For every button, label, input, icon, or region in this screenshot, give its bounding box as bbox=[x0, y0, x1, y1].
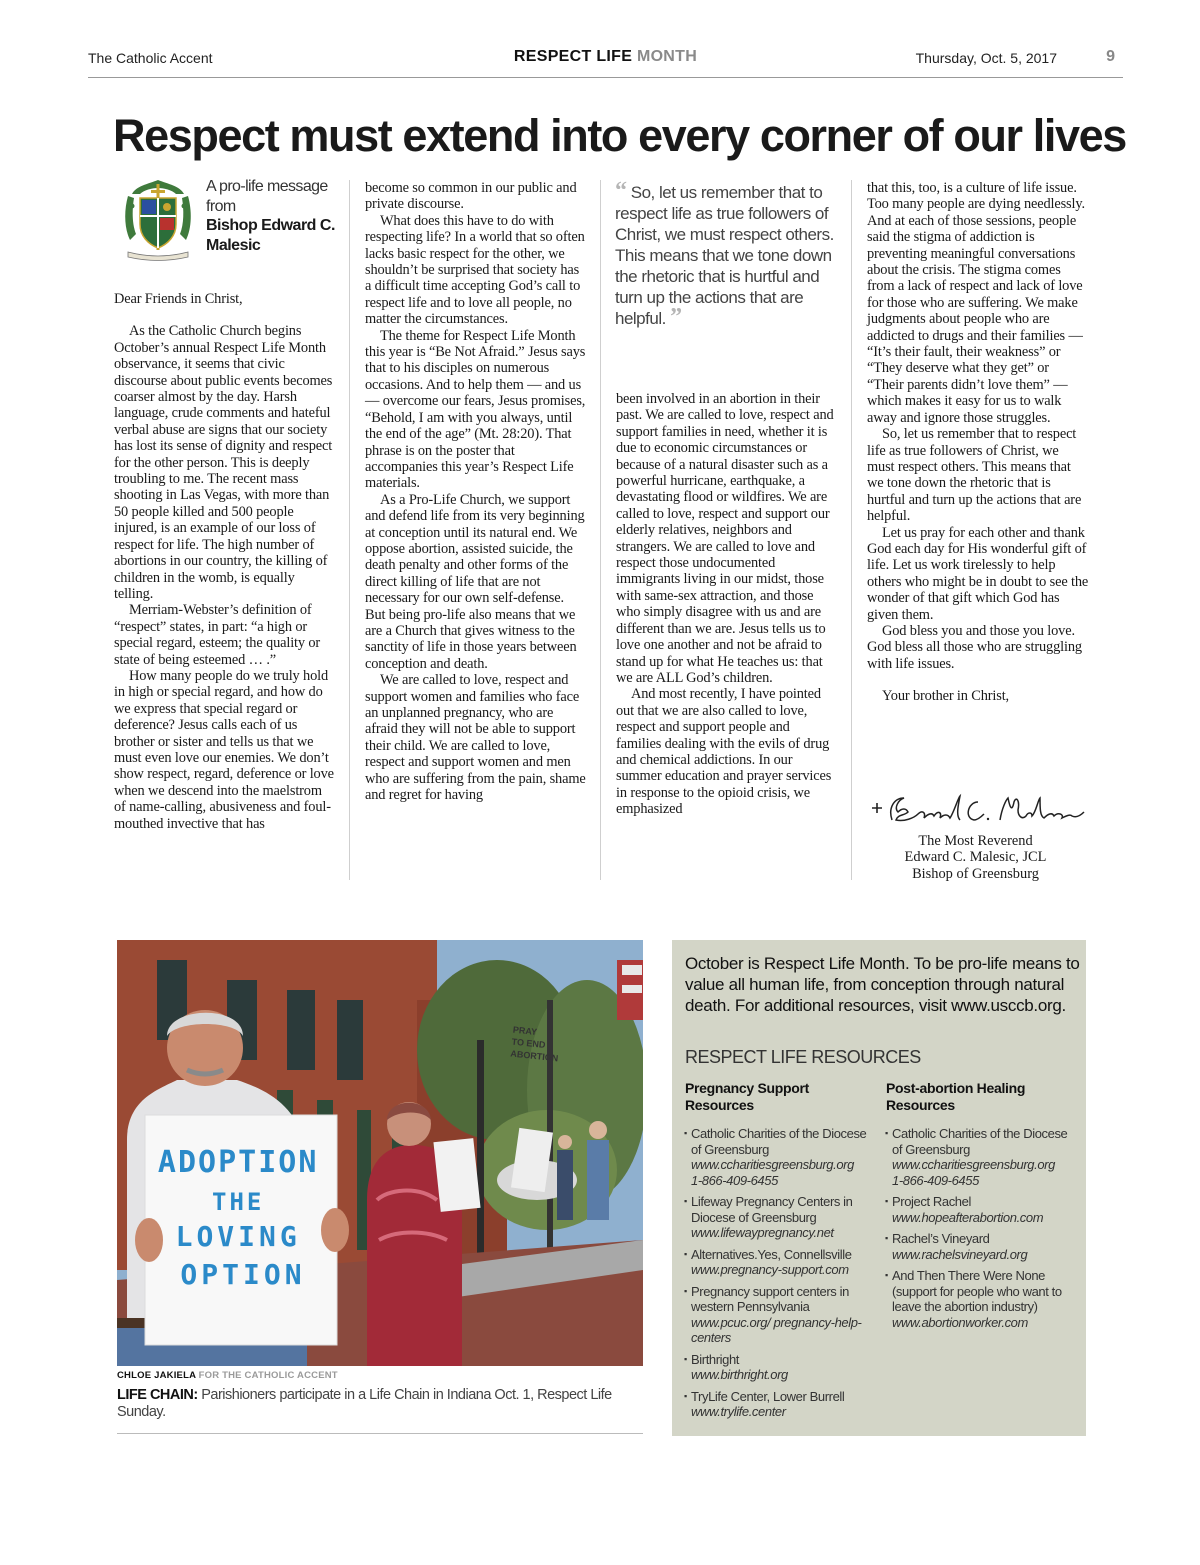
article-paragraph: become so common in our public and private discourse. bbox=[365, 180, 577, 213]
signature-image bbox=[868, 790, 1088, 830]
resource-phone: 1-866-409-6455 bbox=[892, 1172, 979, 1188]
signoff-line: Edward C. Malesic, JCL bbox=[904, 849, 1047, 866]
article-column-2 bbox=[365, 180, 587, 803]
article-paragraph: that this, too, is a culture of life issue. Too many people are dying needlessly. And at each of those sessions, people said the stigma of addiction is preventing meaningful conversations about the crisis. The stigma comes from a lack of respect and lack of love for those who are suffering. We make judgments about people who are addicted to drugs and their families — “It’s their fault, their weakness” or “They deserve what they get” or “Their parents didn’t love them” — which makes it easy for us to walk away and ignore those struggles. bbox=[867, 180, 1085, 426]
article-column-1 bbox=[114, 291, 336, 832]
article-paragraph: Let us pray for each other and thank God each day for His wonderful gift of life. Let us work tirelessly to help others who might be in doubt to see the wonder of that gift which God has given them. bbox=[867, 524, 1089, 623]
resources-title: RESPECT LIFE RESOURCES bbox=[685, 1047, 921, 1067]
background-sign-line: TO END bbox=[511, 1036, 546, 1050]
background-sign-line: ABORTION bbox=[509, 1048, 559, 1064]
salutation: Dear Friends in Christ, bbox=[114, 291, 243, 307]
resource-name: Birthright bbox=[691, 1351, 740, 1367]
resource-item bbox=[886, 1194, 1076, 1225]
article-paragraph: We are called to love, respect and support women and families who face an unplanned pregnancy, who are afraid they will not be able to support their child. We are called to love, respect and support women and men who are suffering from the pain, shame and regret for having bbox=[365, 672, 586, 804]
photo-credit-org: FOR THE CATHOLIC ACCENT bbox=[198, 1370, 338, 1381]
signoff-line: The Most Reverend bbox=[918, 833, 1033, 849]
resource-phone: 1-866-409-6455 bbox=[691, 1172, 778, 1188]
column-divider bbox=[600, 180, 601, 880]
resource-item bbox=[685, 1284, 875, 1346]
byline-author: Bishop Edward C. Malesic bbox=[206, 217, 335, 254]
resources-intro: October is Respect Life Month. To be pro-life means to value all human life, from conception through natural death. For additional resources, visit www.usccb.org. bbox=[685, 954, 1080, 1015]
post-abortion-healing-list bbox=[886, 1080, 1076, 1336]
resource-url[interactable]: www.hopeafterabortion.com bbox=[892, 1209, 1044, 1225]
resources-box bbox=[672, 940, 1086, 1436]
byline bbox=[206, 177, 346, 255]
sign-line: OPTION bbox=[180, 1258, 306, 1291]
page-header bbox=[88, 48, 1123, 78]
column-divider bbox=[851, 180, 852, 880]
article-column-4 bbox=[867, 180, 1089, 705]
sign-line: THE bbox=[212, 1188, 265, 1216]
coat-of-arms-icon bbox=[118, 176, 198, 262]
article-paragraph: And most recently, I have pointed out that we are also called to love, respect and support people and families dealing with the evils of drug and chemical addictions. In our summer education and prayer services in response to the opioid crisis, we emphasized bbox=[616, 686, 832, 818]
headline: Respect must extend into every corner of our lives bbox=[113, 110, 1126, 161]
article-paragraph: been involved in an abortion in their past. We are called to love, respect and support families in need, whether it is due to economic circumstances or because of a natural disaster such as a powerful hurricane, earthquake, a devastating flood or wildfires. We are called to love, respect and support our elderly relatives, neighbors and strangers. We are called to love and respect those undocumented immigrants living in our midst, those with same-sex attraction, and those who simply disagree with us and are different than we are. Jesus tells us to love one another and not be afraid to stand up for what He teaches us: that we are ALL God’s children. bbox=[616, 391, 834, 686]
article-paragraph: Merriam-Webster’s definition of “respect” states, in part: “a high or special regard, esteem; the quality or state of being esteemed … .” bbox=[114, 602, 321, 668]
background-sign-line: PRAY bbox=[512, 1024, 538, 1038]
resource-name: TryLife Center, Lower Burrell bbox=[691, 1388, 845, 1404]
resource-item bbox=[685, 1352, 875, 1383]
caption-text: Parishioners participate in a Life Chain in Indiana Oct. 1, Respect Life Sunday. bbox=[117, 1387, 612, 1420]
byline-prefix: A pro-life message from bbox=[206, 178, 328, 215]
resource-item bbox=[685, 1247, 875, 1278]
sign-line: ADOPTION bbox=[157, 1145, 319, 1180]
caption-label: LIFE CHAIN: bbox=[117, 1387, 198, 1403]
column-divider bbox=[349, 180, 350, 880]
open-quote-icon: “ bbox=[615, 178, 627, 204]
resources-heading: Pregnancy Support Resources bbox=[685, 1080, 810, 1113]
signoff-line: Bishop of Greensburg bbox=[912, 865, 1039, 882]
article-paragraph: What does this have to do with respecting life? In a world that so often lacks basic respect for the other, we shouldn’t be surprised that society has a difficult time accepting God’s call to respect life and to love all people, no matter the circumstances. bbox=[365, 212, 585, 328]
article-column-3 bbox=[616, 391, 838, 818]
resource-name: Catholic Charities of the Diocese of Greensburg bbox=[691, 1126, 867, 1157]
article-paragraph: How many people do we truly hold in high or special regard, and how do we express that special regard or deference? Jesus calls each of us brother or sister and tells us that we must even love our enemies. We don’t show respect, regard, deference or love when we descend into the maelstrom of name-calling, abusiveness and foul-mouthed invective that has bbox=[114, 667, 334, 832]
life-chain-photo bbox=[117, 940, 643, 1366]
resource-url[interactable]: www.ccharitiesgreensburg.org bbox=[691, 1157, 854, 1172]
resource-url[interactable]: www.ccharitiesgreensburg.org bbox=[892, 1157, 1055, 1172]
resource-url[interactable]: www.rachelsvineyard.org bbox=[892, 1246, 1028, 1262]
resource-item bbox=[685, 1126, 875, 1188]
resource-item bbox=[685, 1194, 875, 1241]
resource-url[interactable]: www.trylife.center bbox=[691, 1404, 786, 1419]
signoff-block bbox=[868, 833, 1083, 882]
resource-item bbox=[886, 1231, 1076, 1262]
caption-divider bbox=[117, 1433, 643, 1434]
resource-url[interactable]: www.pcuc.org/ pregnancy-help-centers bbox=[691, 1314, 862, 1345]
close-quote-icon: ” bbox=[670, 304, 682, 330]
page-number: 9 bbox=[1106, 48, 1115, 65]
pull-quote bbox=[615, 178, 840, 330]
article-paragraph: So, let us remember that to respect life as true followers of Christ, we must respect others. This means that we tone down the rhetoric that is hurtful and turn up the actions that are helpful. bbox=[867, 426, 1082, 525]
resource-name: Alternatives.Yes, Connellsville bbox=[691, 1246, 852, 1262]
publication-name: The Catholic Accent bbox=[88, 50, 213, 66]
resource-name: Rachel’s Vineyard bbox=[892, 1231, 990, 1246]
resource-url[interactable]: www.birthright.org bbox=[691, 1367, 788, 1382]
closing-line: Your brother in Christ, bbox=[882, 688, 1010, 705]
resource-url[interactable]: www.abortionworker.com bbox=[892, 1314, 1028, 1330]
resource-name: Lifeway Pregnancy Centers in Diocese of Greensburg bbox=[691, 1194, 853, 1225]
resource-name: Project Rachel bbox=[892, 1194, 971, 1209]
resource-name: Catholic Charities of the Diocese of Greensburg bbox=[892, 1126, 1068, 1157]
issue-date: Thursday, Oct. 5, 2017 bbox=[915, 50, 1057, 66]
photo-scene bbox=[117, 940, 643, 1366]
resource-url[interactable]: www.pregnancy-support.com bbox=[691, 1262, 849, 1277]
article-paragraph: As the Catholic Church begins October’s annual Respect Life Month observance, it seems that civic discourse about public events becomes coarser almost by the day. Harsh language, crude comments and hateful verbal abuse are signs that our society has lost its sense of dignity and respect for the other person. This is deeply troubling to me. The recent mass shooting in Las Vegas, with more than 50 people killed and 500 people injured, is an example of our loss of respect for life. The high number of abortions in our country, the killing of children in the womb, is equally telling. bbox=[114, 323, 333, 602]
resource-item bbox=[685, 1389, 875, 1420]
resource-url[interactable]: www.lifewaypregnancy.net bbox=[691, 1225, 834, 1240]
article-paragraph: As a Pro-Life Church, we support and defend life from its very beginning at conception until its natural end. We oppose abortion, assisted suicide, the death penalty and other forms of the direct killing of life that are not necessary for our own self-defense. But being pro-life also means that we are a Church that gives witness to the sanctity of life in those years between conception and death. bbox=[365, 491, 585, 672]
photo-credit-name: CHLOE JAKIELA bbox=[117, 1370, 196, 1381]
photo-caption bbox=[117, 1387, 627, 1421]
resource-item bbox=[886, 1126, 1076, 1188]
resource-item bbox=[886, 1268, 1076, 1330]
article-paragraph: God bless you and those you love. God bless all those who are struggling with life issues. bbox=[867, 622, 1082, 672]
resource-name: Pregnancy support centers in western Pennsylvania bbox=[691, 1283, 849, 1314]
resource-name: And Then There Were None (support for people who want to leave the abortion industry) bbox=[892, 1268, 1062, 1314]
article-paragraph: The theme for Respect Life Month this year is “Be Not Afraid.” Jesus says that to his disciples on numerous occasions. And to help them — and us — overcome our fears, Jesus promises, “Behold, I am with you always, until the end of the age” (Mt. 28:20). That phrase is on the poster that accompanies this year’s Respect Life materials. bbox=[365, 327, 586, 492]
resources-heading: Post-abortion Healing Resources bbox=[886, 1080, 1026, 1113]
section-title-accent: MONTH bbox=[636, 48, 698, 65]
section-title-main: RESPECT LIFE bbox=[513, 48, 633, 65]
pull-quote-text: So, let us remember that to respect life as true followers of Christ, we must respect others. This means that we tone down the rhetoric that is hurtful and turn up the actions that are helpful. bbox=[615, 183, 834, 328]
pregnancy-support-list bbox=[685, 1080, 875, 1426]
photo-credit bbox=[117, 1370, 338, 1381]
sign-line: LOVING bbox=[175, 1220, 301, 1253]
